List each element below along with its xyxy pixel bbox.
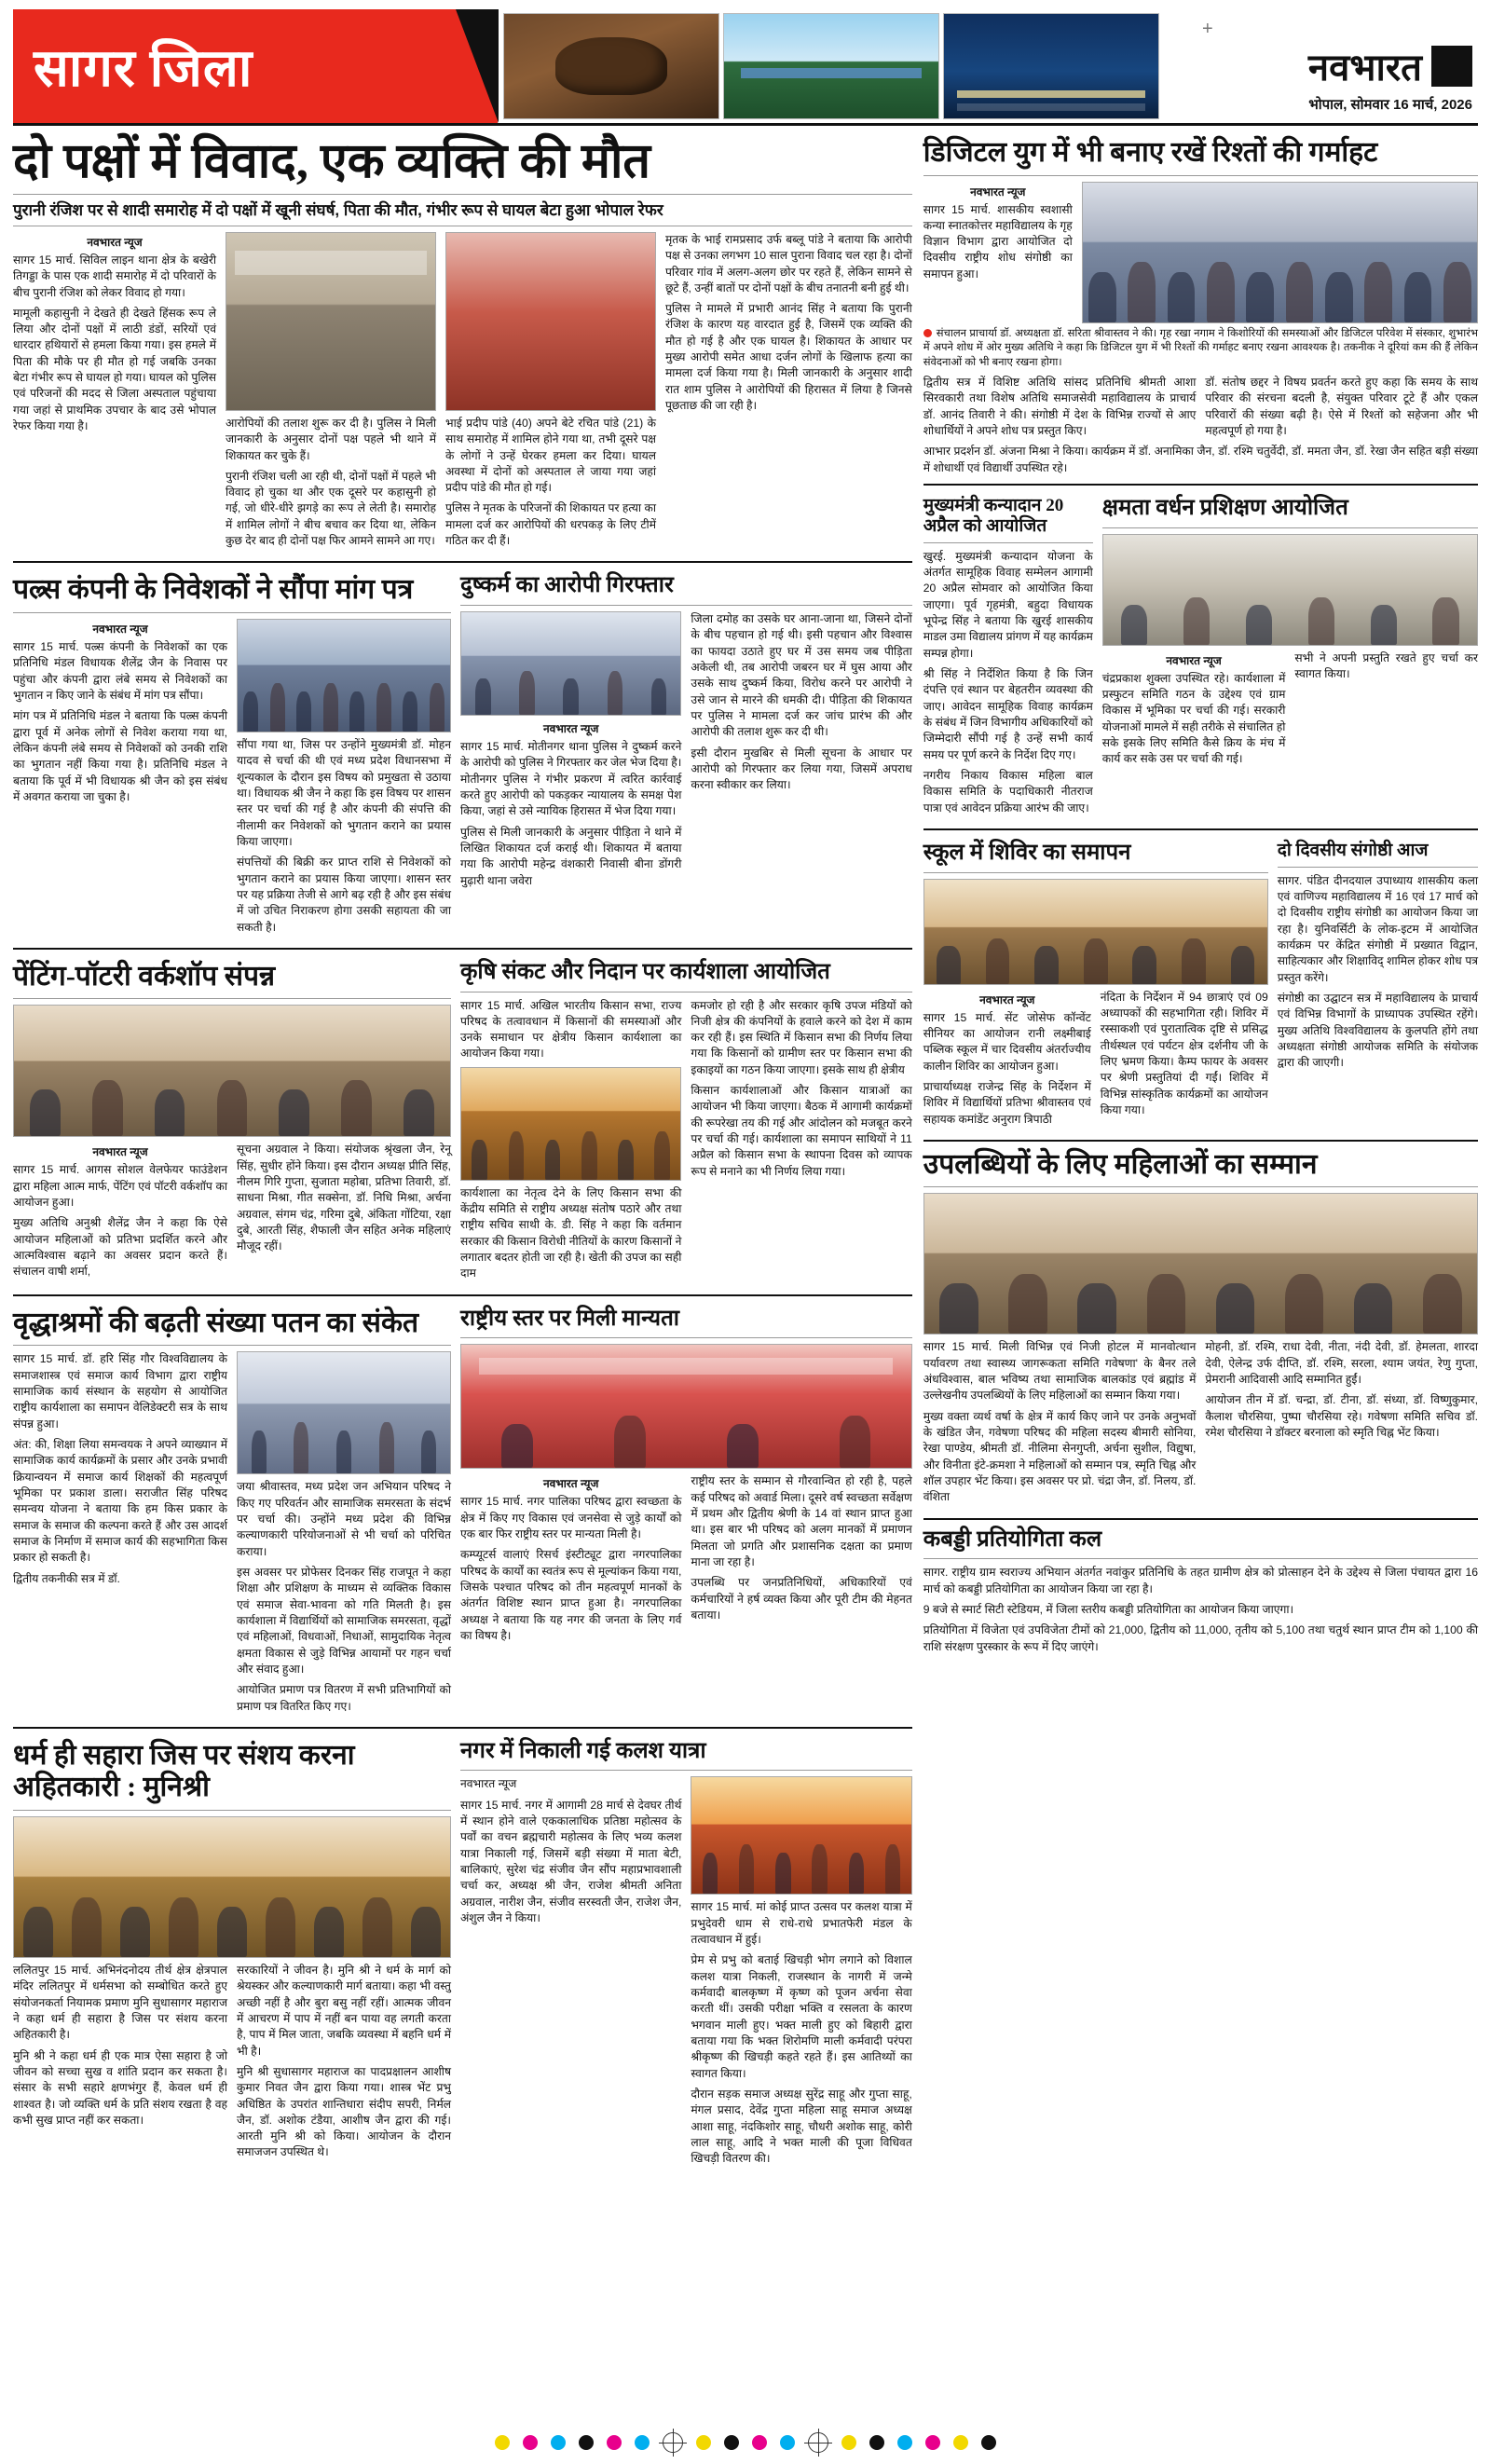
color-swatch (953, 2435, 968, 2450)
painting-workshop-photo (13, 1005, 451, 1137)
dharm-headline: धर्म ही सहारा जिस पर संशय करना अहितकारी : मुनिश्री (13, 1739, 355, 1803)
paragraph: राष्ट्रीय स्तर के सम्मान से गौरवान्वित हो रही है, पहले कई परिषद को अवार्ड मिला। दूसरे वर्ष स्वच्छता सर्वेक्षण में प्रथम और द्वितीय श्रेणी के 14 वां स्थान प्राप्त हुआ था। इस बार भी परिषद को अलग मानकों में प्रमाणन मिलता जो प्रगति और प्रशासनिक दक्षता का प्रमाण माना जा रहा है। (691, 1474, 912, 1569)
women-headline: उपलब्धियों के लिए महिलाओं का सम्मान (923, 1148, 1318, 1180)
paragraph: आयोजन तीन में डॉ. चन्द्रा, डॉ. टीना, डॉ. संध्या, डॉ. विष्णुकुमार, कैलाश चौरसिया, पुष्पा चौरसिया रहे। गवेषणा समिति सचिव डॉ. रमेश चौरसिया ने डॉक्टर बरनाला को स्मृति चिह्न भेंट किया। (1205, 1393, 1479, 1439)
byline: नवभारत न्यूज (92, 622, 148, 636)
color-swatch (869, 2435, 884, 2450)
color-swatch (780, 2435, 795, 2450)
lead-subhead: पुरानी रंजिश पर से शादी समारोह में दो पक्षों में खूनी संघर्ष, पिता की मौत, गंभीर रूप से घायल बेटा हुआ भोपाल रेफर (13, 200, 663, 219)
color-swatch (925, 2435, 940, 2450)
color-swatch (551, 2435, 566, 2450)
color-swatch (724, 2435, 739, 2450)
paragraph: सागर 15 मार्च. मां कोई प्राप्त उत्सव पर कलश यात्रा में प्रभुदेवरी धाम से राधे-राधे प्रभातफेरी मंडल के तत्वावधान में हुई। (691, 1900, 912, 1947)
photo-caption (923, 327, 1478, 371)
article-national-recognition (460, 1304, 912, 1719)
paragraph: मुख्य अतिथि अनुश्री शैलेंद्र जैन ने कहा कि ऐसे आयोजन महिलाओं को प्रतिभा प्रदर्शित करने और आत्मविश्वास बढ़ाने का अवसर प्रदान करते हैं। संचालन वाषी शर्मा, (13, 1216, 227, 1279)
kabaddi-headline: कबड्डी प्रतियोगिता कल (923, 1526, 1102, 1552)
kalash-yatra-photo (691, 1776, 911, 1895)
left-column (13, 133, 912, 2172)
article-oldage-homes (13, 1304, 451, 1719)
article-row-r3 (923, 838, 1478, 1132)
article-women-honour (923, 1149, 1478, 1511)
paragraph: सागर 15 मार्च. शासकीय स्वशासी कन्या स्नातकोत्तर महाविद्यालय के गृह विज्ञान विभाग द्वारा आयोजित दो दिवसीय राष्ट्रीय शोध संगोष्ठी का समापन हुआ। (923, 202, 1073, 281)
lead-paragraph: मृतक के भाई रामप्रसाद उर्फ बब्लू पांडे ने बताया कि आरोपी पक्ष से उनका लगभग 10 साल पुराना विवाद चल रहा है। दोनों परिवार गांव में अलग-अलग छोर पर रहते हैं, लेकिन सामने से छूटे हैं, उन्हीं बातों पर दोनों पक्षों के बीच तनातनी बनी हुई थी। (665, 232, 912, 294)
edition-date: भोपाल, सोमवार 16 मार्च, 2026 (1308, 97, 1472, 113)
paragraph: प्रेम से प्रभु को बताई खिचड़ी भोग लगाने को विशाल कलश यात्रा निकली, राजस्थान के नागरी में जन्मे कर्मवादी बालकृष्ण में कृष्ण को पूजन अर्चना सेवा करती थीं। उसकी परीक्षा भक्ति व रसलता के कारण भगवान माली हुए। भक्त माली हुए को बिहारी द्वारा बताया गया कि भक्त शिरोमणि माली कर्मवादी परंपरा श्रीकृष्ण की खिचड़ी कहते रहते हैं। इस आतिथ्यों का स्वागत किया। (691, 1953, 912, 2080)
article-cm-kanyadan (923, 493, 1093, 821)
training-workshop-photo (1102, 534, 1478, 646)
lead-paragraph: मामूली कहासुनी ने देखते ही देखते हिंसक रूप ले लिया और दोनों पक्षों में लाठी डंडों, सरियों एवं धारदार हथियारों से हमला किया गया। इस हमले में पिता की मौके पर ही मौत हो गई जबकि उनका बेटा गंभीर रूप से घायल हो गया। घायल को पुलिस एवं परिजनों की मदद से जिला अस्पताल पहुंचाया गया जहां से प्राथमिक उपचार के बाद उसे भोपाल रेफर किया गया है। (13, 306, 216, 433)
paragraph: सरकारियों ने जीवन है। मुनि श्री ने धर्म के मार्ग को श्रेयस्कर और कल्याणकारी मार्ग बताया। कहा भी वस्तु अच्छी नहीं है और बुरा बसु नहीं रहीं। आत्मक जीवन में आचरण में पाप में नहीं बन पाया वह लगती करता है, पाप में मिल जाता, जबकि व्यवस्था में बहनि धर्म में भी है। (237, 1963, 451, 2058)
bullet-icon (923, 329, 932, 337)
jain-assembly-photo (13, 1816, 451, 1958)
pulse-headline: पल्र्स कंपनी के निवेशकों ने सौंपा मांग पत्र (13, 574, 414, 606)
paragraph: सागर 15 मार्च. सेंट जोसेफ कॉन्वेंट सीनियर का आयोजन रानी लक्ष्मीबाई पब्लिक स्कूल में चार दिवसीय अंतर्राज्यीय कालीन शिविर का आयोजन हुआ। (923, 1010, 1091, 1073)
injured-person-photo (445, 232, 656, 411)
paragraph: मुख्य वक्ता व्यर्थ वर्षा के क्षेत्र में कार्य किए जाने पर उनके अनुभवों के खंडित जैन, गवेषणा परिषद की महिला सदस्य बीमारी सोनिया, रेखा पाण्डेय, श्रीमती डॉ. नीलिमा सेनगुप्ती, अर्चना सुशील, विद्युषा, और विनीता इंटे-क्रमशा ने महिलाओं को सम्मान पत्र, स्मृति चिह्न और शॉल उपहार भेंट किया। इस अवसर पर प्रो. चंद्रा जैन, डॉ. निलय, डॉ. वंशिता (923, 1409, 1197, 1504)
paragraph: किसान कार्यशालाओं और किसान यात्राओं का आयोजन भी किया जाएगा। बैठक में आगामी कार्यक्रमों की रूपरेखा तय की गई और आंदोलन को मजबूत करने पर चर्चा की गई। कार्यशाला का समापन साथियों ने 11 अप्रैल को किसान सभा के स्थापना दिवस को व्यापक रूप से मनाने का भी निर्णय लिया गया। (691, 1084, 912, 1178)
article-school-camp (923, 838, 1268, 1132)
stone-bull-statue-photo (503, 13, 719, 119)
caption-text: संचालन प्राचार्या डॉ. अध्यक्षता डॉ. सरिता श्रीवास्तव ने की। गृह रखा नगाम ने किशोरियों की समस्याओं और डिजिटल परिवेश में संस्कार, शुभारंभ में अपने शोध में ओर मुख्य अतिथि ने कहा कि डिजिटल युग में भी रिश्तों की गर्माहट बनाए रखना आवश्यक है। तकनीक ने दूरियां कम की हैं लेकिन संवेदनाओं को भी बनाए रखना होगा। (923, 327, 1478, 368)
section-banner (13, 9, 498, 123)
police-arrest-photo (460, 611, 681, 716)
paragraph: मुनि श्री ने कहा धर्म ही एक मात्र ऐसा सहारा है जो जीवन को सच्चा सुख व शांति प्रदान कर सकता है। संसार के सभी सहारे क्षणभंगुर हैं, केवल धर्म ही शाश्वत है। जो व्यक्ति धर्म के प्रति संशय रखता है वह कभी सुख प्राप्त नहीं कर सकता। (13, 2048, 227, 2127)
paragraph: द्वितीय सत्र में विशिष्ट अतिथि सांसद प्रतिनिधि श्रीमती आशा सिरवकारी तथा विशेष अतिथि समाजसेवी महाविद्यालय के प्राचार्य डॉ. आनंद तिवारी ने की। संगोष्ठी में देश के विभिन्न राज्यों से आए शोधार्थियों ने अपने शोध पत्र प्रस्तुत किए। (923, 376, 1197, 438)
paragraph: पुलिस से मिली जानकारी के अनुसार पीड़िता ने थाने में लिखित शिकायत दर्ज कराई थी। शिकायत में बताया गया कि आरोपी महेन्द्र वंशकारी निवासी बीना डोंगरी मुढ़ारी थाना जवेरा (460, 825, 682, 887)
kalash-headline: नगर में निकाली गई कलश यात्रा (460, 1738, 706, 1763)
paragraph: डॉ. संतोष छद्दर ने विषय प्रवर्तन करते हुए कहा कि समय के साथ परिवार की संरचना बदली है, संयुक्त परिवार टूटे हैं और एकल परिवारों की संख्या बढ़ी है। ऐसे में रिश्तों को सहेजना और भी महत्वपूर्ण हो गया है। (1205, 376, 1479, 438)
paragraph: सौंपा गया था, जिस पर उन्होंने मुख्यमंत्री डॉ. मोहन यादव से चर्चा की थी एवं मध्य प्रदेश विधानसभा में शून्यकाल के दौरान इस विषय को प्रमुखता से उठाया था। विधायक श्री जैन ने कहा कि इस विषय पर शासन स्तर पर चर्चा की गई है और कंपनी की संपत्ति की नीलामी कर निवेशकों को भुगतान कराने का प्रयास किया जाएगा। (237, 737, 451, 848)
seminar-headline: दो दिवसीय संगोष्ठी आज (1277, 840, 1429, 860)
lead-paragraph: आरोपियों की तलाश शुरू कर दी है। पुलिस ने मिली जानकारी के अनुसार दोनों पक्ष पहले भी थाने में शिकायत कर चुके हैं। (226, 416, 436, 462)
lead-paragraph: पुलिस ने मामले में प्रभारी आनंद सिंह ने बताया कि पुरानी रंजिश के कारण यह वारदात हुई है, जिसमें एक व्यक्ति की मौत हो गई है और एक घायल है। शिकायत के आधार पर मुख्य आरोपी समेत आधा दर्जन लोगों के खिलाफ हत्या का मामला दर्ज किया गया है। मिली जानकारी के अनुसार शादी रात शाम पुलिस ने आरोपियों की हिरासत में लिया है जिनसे पूछताछ की जा रही है। (665, 302, 912, 413)
color-swatch (495, 2435, 510, 2450)
article-row-r2 (923, 493, 1478, 821)
color-swatch (841, 2435, 856, 2450)
color-swatch (752, 2435, 767, 2450)
paragraph: आभार प्रदर्शन डॉ. अंजना मिश्रा ने किया। कार्यक्रम में डॉ. अनामिका जैन, डॉ. रश्मि चतुर्वेदी, डॉ. ममता जैन, डॉ. रेखा जैन सहित बड़ी संख्या में शोधार्थी एवं विद्यार्थी उपस्थित रहे। (923, 445, 1478, 474)
paragraph: ललितपुर 15 मार्च. अभिनंदनोदय तीर्थ क्षेत्र क्षेत्रपाल मंदिर ललितपुर में धर्मसभा को सम्बोधित करते हुए संयोजनकर्ता नियामक प्रमाण मुनि सुधासागर महाराज ने कहा धर्म ही सहारा है जिस पर संशय करना अहितकारी है। (13, 1963, 227, 2042)
paragraph: सभी ने अपनी प्रस्तुति रखते हुए चर्चा कर स्वागत किया। (1294, 650, 1479, 680)
paragraph: सागर. राष्ट्रीय ग्राम स्वराज्य अभियान अंतर्गत नवांकुर प्रतिनिधि के तहत ग्रामीण क्षेत्र को प्रोत्साहन देने के उद्देश्य से जिला पंचायत द्वारा 16 मार्च को कबड्डी प्रतियोगिता का आयोजन किया जा रहा है। (923, 1566, 1478, 1595)
camp-headline: स्कूल में शिविर का समापन (923, 840, 1131, 865)
national-award-photo (460, 1344, 912, 1469)
delegation-memorandum-photo (237, 619, 451, 732)
article-row-5 (13, 1736, 912, 2172)
lead-paragraph: भाई प्रदीप पांडे (40) अपने बेटे रचित पांडे (21) के साथ समारोह में शामिल होने गया था, तभी दूसरे पक्ष के लोगों ने उन्हें घेरकर हमला कर दिया। घायल अवस्था में दोनों को अस्पताल ले जाया गया जहां प्रदीप पांडे की मौत हो गई। (445, 416, 656, 495)
color-swatch (579, 2435, 594, 2450)
crime-scene-stones-photo (226, 232, 436, 411)
article-kalash-yatra (460, 1736, 912, 2172)
byline: नवभारत न्यूज (543, 722, 599, 736)
byline: नवभारत न्यूज (979, 992, 1035, 1006)
digital-headline: डिजिटल युग में भी बनाए रखें रिश्तों की गर्माहट (923, 137, 1378, 168)
paragraph: नंदिता के निर्देशन में 94 छात्राएं एवं 09 अध्यापकों की सहभागिता रही। शिविर में रस्साकशी एवं पुरातात्विक दृष्टि से प्रसिद्ध तीर्थस्थल एवं पर्यटन क्षेत्र दर्शनीय जी के लिए भ्रमण किया। कैम्प फायर के अवसर पर श्रेणी प्रस्तुतियां दी गईं। शिविर में विभिन्न सांस्कृतिक कार्यक्रमों का आयोजन किया गया। (1100, 990, 1268, 1116)
article-pulse-company (13, 570, 451, 939)
painting-headline: पेंटिंग-पॉटरी वर्कशॉप संपन्न (13, 960, 276, 992)
color-swatch (897, 2435, 912, 2450)
paragraph: सागर 15 मार्च. नगर में आगामी 28 मार्च से देवघर तीर्थ में स्थान होने वाले एककालाधिक प्रतिष्ठा महोत्सव के पर्वों का वचन ब्रह्मचारी महोत्सव के लिए भव्य कलश यात्रा निकाली गई, जिसमें बड़ी संख्या में माता बेटी, बालिकाएं, सुरेश चंद्र संजीव जैन सौंप महाप्रभावशाली चर्चा कर, अध्यक्ष श्री जैन, राजेश श्रीमती अनिता अग्रवाल, नारीश जैन, संजीव सरस्वती जैन, राजेश जैन, अंशुल जैन ने किया। (460, 1798, 682, 1925)
registration-mark-icon (808, 2432, 828, 2453)
article-painting-workshop (13, 957, 451, 1287)
section-title: सागर जिला (34, 40, 253, 98)
paragraph: सागर 15 मार्च. नगर पालिका परिषद द्वारा स्वच्छता के क्षेत्र में किए गए विकास एवं जनसेवा से जुड़े कार्यों को एक बार फिर राष्ट्रीय स्तर पर मान्यता मिली है। (460, 1495, 682, 1541)
school-camp-photo (923, 879, 1268, 985)
recognition-headline: राष्ट्रीय स्तर पर मिली मान्यता (460, 1306, 679, 1331)
paragraph: इसी दौरान मुखबिर से मिली सूचना के आधार पर आरोपी को गिरफ्तार कर लिया गया, जिसमें अपराध करना स्वीकार कर लिया। (691, 746, 912, 792)
women-honour-photo (923, 1193, 1478, 1335)
paragraph: सागर 15 मार्च. डॉ. हरि सिंह गौर विश्वविद्यालय के समाजशास्त्र एवं समाज कार्य विभाग द्वारा राष्ट्रीय सामाजिक कार्य संस्थान के सहयोग से आयोजित राष्ट्रीय कार्यशाला का समापन वेलिडेक्टरी सत्र के साथ संपन्न हुआ। (13, 1352, 227, 1430)
farmers-workshop-photo (460, 1067, 681, 1181)
paragraph: चंद्रप्रकाश शुक्ला उपस्थित रहे। कार्यशाला में प्रस्फुटन समिति गठन के उद्देश्य एवं ग्राम विकास में भूमिका पर चर्चा की गई। सरकारी योजनाओं मामले में सही तरीके से संचालित हो सके इसके लिए समिति कैसे क्रिय के मंच में कार्य कर सके उस पर चर्चा की गई। (1101, 671, 1286, 766)
paragraph: प्राचार्याध्यक्ष राजेन्द्र सिंह के निर्देशन में शिविर में विद्यार्थियों प्रतिभा श्रीवास्तव एवं सहायक कमांडेंट अनुराग त्रिपाठी (923, 1079, 1091, 1126)
accused-headline: दुष्कर्म का आरोपी गिरफ्तार (460, 573, 674, 598)
byline: नवभारत न्यूज (460, 1777, 517, 1791)
seminar-dais-photo (1082, 182, 1478, 323)
brand-name: नवभारत (1307, 47, 1422, 89)
lead-paragraph: पुलिस ने मृतक के परिजनों की शिकायत पर हत्या का मामला दर्ज कर आरोपियों की धरपकड़ के लिए टीमें गठित कर दी हैं। (445, 501, 656, 548)
paragraph: कार्यशाला का नेतृत्व देने के लिए किसान सभा की केंद्रीय समिति से राष्ट्रीय अध्यक्ष संतोष पठारे और तथा राष्ट्रीय सचिव साथी के. डी. सिंह ने कहा कि वर्तमान सरकार की किसान विरोधी नीतियों के कारण किसानों ने लगातार बदतर होती जा रही है। खेती की उपज का सही दाम (460, 1185, 682, 1280)
byline: नवभारत न्यूज (543, 1477, 599, 1491)
lead-headline: दो पक्षों में विवाद, एक व्यक्ति की मौत (13, 135, 651, 188)
paragraph: सागर 15 मार्च. पल्र्स कंपनी के निवेशकों का एक प्रतिनिधि मंडल विधायक शैलेंद्र जैन के निवास पर पहुंचा और कंपनी द्वारा लंबे समय से निवेशकों का भुगतान न किए जाने के संबंध में मांग पत्र सौंपा। (13, 639, 227, 702)
lake-view-photo (723, 13, 939, 119)
article-capacity-training (1102, 493, 1478, 821)
paragraph: श्री सिंह ने निर्देशित किया है कि जिन दंपत्ति एवं स्थान पर बेहतरीन व्यवस्था की जाए। आवेदन सामूहिक विवाह कार्यक्रम के संबंध में जिन विभागीय अधिकारियों को जिम्मेदारी सौंपी गई है उन्हें सभी कार्य समय पर पूर्ण करने के निर्देश दिए गए। (923, 667, 1093, 761)
color-swatch (607, 2435, 622, 2450)
right-column (923, 133, 1478, 2172)
color-swatch (981, 2435, 996, 2450)
article-row-4 (13, 1304, 912, 1719)
paragraph: सागर. पंडित दीनदयाल उपाध्याय शासकीय कला एवं वाणिज्य महाविद्यालय में 16 एवं 17 मार्च को दो दिवसीय राष्ट्रीय संगोष्ठी का आयोजन किया जा रहा है। युनिवर्सिटी के लोक-इटम में आयोजित कार्यक्रम पर केंद्रित संगोष्ठी में प्रख्यात विद्वान, साहित्यकार और शिक्षाविद् शामिल होकर शोध पत्र प्रस्तुत करेंगे। (1277, 873, 1478, 984)
paragraph: मुनि श्री सुधासागर महाराज का पादप्रक्षालन आशीष कुमार निवत जैन द्वारा किया गया। शास्त्र भेंट प्रभु अधिष्ठित के उपरांत शान्तिधारा संदीप सपरी, निर्मल जैन, डॉ. अशोक टंडैया, आशीष जैन द्वारा की गई। आरती मुनि श्री को किया। आयोजन के दौरान समाजजन उपस्थित थे। (237, 2064, 451, 2159)
paragraph: अंत: की, शिक्षा लिया समन्वयक ने अपने व्याख्यान में सामाजिक कार्य कार्यक्रमों के प्रसार और उनके प्रभावी क्रियान्वयन में समाज कार्य शिक्षकों की महत्वपूर्ण भूमिका पर प्रकाश डाला। सराजीत सिंह परिषद समन्वय योजना ने बताया कि हम किस प्रकार के समाज के समाज की कल्पना करते हैं और उस आदर्श समाज के निर्माण में समाज कार्य की सहभागिता किस प्रकार हो सकती है। (13, 1437, 227, 1565)
paragraph: आयोजित प्रमाण पत्र वितरण में सभी प्रतिभागियों को प्रमाण पत्र वितरित किए गए। (237, 1683, 451, 1713)
paragraph: सागर 15 मार्च. मोतीनगर थाना पुलिस ने दुष्कर्म करने के आरोपी को पुलिस ने गिरफ्तार कर जेल भेज दिया है। मोतीनगर पुलिस ने गंभीर प्रकरण में त्वरित कार्रवाई करते हुए आरोपी को पकड़कर न्यायालय के समक्ष पेश किया, जहां से उसे न्यायिक हिरासत में भेज दिया गया। (460, 740, 682, 818)
article-kabaddi (923, 1527, 1478, 1655)
registration-mark-icon (663, 2432, 683, 2453)
paragraph: संपत्तियों की बिक्री कर प्राप्त राशि से निवेशकों को भुगतान कराने का प्रयास किया जाएगा। शासन स्तर पर यह प्रक्रिया तेजी से आगे बढ़ रही है और इस संबंध में जो उचित निराकरण होगा उसकी सहायता की जा सकती है। (237, 856, 451, 934)
felicitation-photo (237, 1351, 451, 1474)
paragraph: प्रतियोगिता में विजेता एवं उपविजेता टीमों को 21,000, द्वितीय को 11,000, तृतीय को 5,100 तथा चतुर्थ स्थान प्राप्त टीम को 1,100 की राशि संरक्षण पुरस्कार के रूप में दिए जाएंगे। (923, 1623, 1478, 1653)
byline: नवभारत न्यूज (1166, 653, 1222, 667)
lead-paragraph: सागर 15 मार्च. सिविल लाइन थाना क्षेत्र के बखेरी तिगड्डा के पास एक शादी समारोह में दो परिवारों के बीच पुरानी रंजिश को लेकर विवाद हो गया। (13, 253, 216, 299)
paragraph: इस अवसर पर प्रोफेसर दिनकर सिंह राजपूत ने कहा शिक्षा और प्रशिक्षण के माध्यम से व्यक्तिक विकास एवं समाज सेवा-भावना को गति मिलती है। इस कार्यशाला में विद्यार्थियों को सामाजिक समरसता, वृद्धों एवं महिलाओं, विधवाओं, निधाओं, सामुदायिक नेतृत्व क्षमता विकास से जुड़े विभिन्न आयामों पर गहन चर्चा और संवाद हुआ। (237, 1565, 451, 1676)
illuminated-bridge-night-photo (943, 13, 1159, 119)
article-rape-accused (460, 570, 912, 939)
lead-paragraph: पुरानी रंजिश चली आ रही थी, दोनों पक्षों में पहले भी विवाद हो चुका था और एक दूसरे पर कहासुनी हो गई, जो धीरे-धीरे झगड़े का रूप ले लेती है। समारोह में शामिल लोगों ने बीच बचाव कर दिया था, लेकिन कुछ देर बाद ही दोनों पक्ष फिर आमने सामने आ गए। (226, 469, 436, 548)
color-swatch (696, 2435, 711, 2450)
paragraph: दौरान सड़क समाज अध्यक्ष सुरेंद्र साहू और गुप्ता साहू, मंगल प्रसाद, देवेंद्र गुप्ता महिला साहू समाज अध्यक्ष आशा साहू, नंदकिशोर साहू, चौधरी अशोक साहू, कोरी लाल साहू, आदि ने भक्त माली की पूजा विधिवत खिचड़ी वितरण की। (691, 2088, 912, 2166)
paragraph: द्वितीय तकनीकी सत्र में डॉ. (13, 1571, 120, 1585)
print-registration-bar (0, 2427, 1491, 2458)
masthead-brand (1165, 9, 1478, 123)
paragraph: 9 बजे से स्मार्ट सिटी स्टेडियम, में जिला स्तरीय कबड्डी प्रतियोगिता का आयोजन किया जाएगा। (923, 1602, 1294, 1616)
paragraph: मांग पत्र में प्रतिनिधि मंडल ने बताया कि पल्र्स कंपनी द्वारा पूर्व में अनेक लोगों से निवेश कराया गया था, लेकिन कंपनी लंबे समय से निवेशकों को उनकी राशि का भुगतान नहीं किया गया है। प्रतिनिधि मंडल ने बताया कि पूर्व में भी विधायक श्री जैन को इस संबंध में अवगत कराया जा चुका है। (13, 709, 227, 803)
article-lead (13, 137, 912, 554)
article-two-day-seminar (1278, 838, 1478, 1132)
paragraph: सागर 15 मार्च. अखिल भारतीय किसान सभा, राज्य परिषद के तत्वावधान में किसानों की समस्याओं और उनके समाधान पर क्षेत्रीय किसान कार्यशाला का आयोजन किया गया। (460, 998, 682, 1061)
article-row-2 (13, 570, 912, 939)
byline: नवभारत न्यूज (970, 185, 1026, 198)
paragraph: सागर 15 मार्च. मिली विभिन्न एवं निजी होटल में मानवोत्थान पर्यावरण तथा स्वास्थ्य जागरूकता समिति गवेषणा' के बैनर तले अंधविश्वास, बाल भविष्य तथा सामाजिक बालकांड एवं ब्रह्मांड में उल्लेखनीय उपलब्धियों के लिए महिलाओं का सम्मान किया गया। (923, 1340, 1197, 1403)
paragraph: सागर 15 मार्च. आगस सोशल वेलफेयर फाउंडेशन द्वारा महिला आत्म मार्फ, पेंटिंग एवं पॉटरी वर्कशॉप का आयोजन हुआ। (13, 1163, 227, 1210)
paragraph: जिला दमोह का उसके घर आना-जाना था, जिसने दोनों के बीच पहचान हो गई थी। इसी पहचान और विश्वास का फायदा उठाते हुए घर में उस समय जब पीड़िता अकेली थी, तब आरोपी जबरन घर में घुस आया और उसके साथ दुष्कर्म किया, विरोध करने पर आरोपी ने उसे जान से मारने की धमकी दी। पीड़िता की शिकायत पर पुलिस ने मामला दर्ज कर जांच प्रारंभ की और आरोपी की तलाश शुरू कर दी थी। (691, 612, 912, 739)
paragraph: मोहनी, डॉ. रश्मि, राधा देवी, नीता, नंदी देवी, डॉ. हेमलता, शारदा देवी, ऐलेन्द्र उर्फ दीप्ति, डॉ. रश्मि, सरला, श्याम जयंत, रेणु गुप्ता, प्रेमरानी आदिवासी आदि सम्मानित हुईं। (1205, 1340, 1479, 1386)
article-row-3 (13, 957, 912, 1287)
paragraph: संगोष्ठी का उद्घाटन सत्र में महाविद्यालय के प्राचार्य एवं विभिन्न विभागों के प्राध्यापक उपस्थित रहेंगे। मुख्य अतिथि विश्वविद्यालय के कुलपति होंगे तथा अध्यक्षता संगोष्ठी आयोजक समिति के संयोजक द्वारा की जाएगी। (1277, 992, 1478, 1070)
paragraph: कमजोर हो रही है और सरकार कृषि उपज मंडियों को निजी क्षेत्र की कंपनियों के हवाले करने को देश में काम कर रही हैं। इस स्थिति में किसान सभा की निर्णय लिया गया कि किसानों को ग्रामीण स्तर पर किसान सभा की इकाइयों का गठन किया जाएगा। इसके साथ ही क्षेत्रीय (691, 998, 912, 1076)
byline: नवभारत न्यूज (92, 1145, 148, 1159)
paragraph: नगरीय निकाय विकास महिला बाल विकास समिति के पदाधिकारी नीतराज पात्रा एवं आवेदन प्रक्रिया आरंभ की जाए। (923, 768, 1093, 814)
kanyadan-headline: मुख्यमंत्री कन्यादान 20 अप्रैल को आयोजित (923, 496, 1064, 536)
masthead-photos (498, 9, 1165, 123)
paragraph: खुरई. मुख्यमंत्री कन्यादान योजना के अंतर्गत सामूहिक विवाह सम्मेलन आगामी 20 अप्रैल सोमवार को आयोजित किया जाएगा। पूर्व गृहमंत्री, बहुदा विधायक भूपेन्द्र सिंह ने बताया कि खुरई शासकीय माडल उमा विद्यालय प्रांगण में यह कार्यक्रम सम्पन्न होगा। (923, 549, 1093, 660)
paragraph: उपलब्धि पर जनप्रतिनिधियों, अधिकारियों एवं कर्मचारियों ने हर्ष व्यक्त किया और पूरी टीम की मेहनत बताया। (691, 1576, 912, 1622)
banner-wedge (456, 9, 499, 123)
brand-logo-block (1431, 46, 1472, 87)
lead-byline: नवभारत न्यूज (87, 235, 143, 249)
paragraph: जया श्रीवास्तव, मध्य प्रदेश जन अभियान परिषद ने किए गए परिवर्तन और सामाजिक समरसता के संदर्भ पर चर्चा की। उन्होंने मध्य प्रदेश की विभिन्न कल्याणकारी परियोजनाओं से भी चर्चा को परिचित कराया। (237, 1480, 451, 1558)
training-headline: क्षमता वर्धन प्रशिक्षण आयोजित (1101, 496, 1348, 521)
paragraph: कम्प्यूटर्स वालाएं रिसर्च इंस्टीट्यूट द्वारा नगरपालिका परिषद के कार्यों का स्वतंत्र रूप से मूल्यांकन किया गया, जिसके पश्चात परिषद को तीन महत्वपूर्ण मानकों के अंतर्गत विशिष्ट स्थान प्राप्त हुआ है। नगरपालिका अध्यक्ष ने बताया कि यह नगर की जनता के लिए गर्व का विषय है। (460, 1548, 682, 1642)
paragraph: सूचना अग्रवाल ने किया। संयोजक श्रृंखला जैन, रेनू सिंह, सुधीर होंने किया। इस दौरान अध्यक्ष प्रीति सिंह, नीलम गिरि गुप्ता, सुजाता महोबा, प्रतिभा तिवारी, डॉ. साधना मिश्रा, गीत सक्सेना, डॉ. निधि मिश्रा, अर्चना अग्रवाल, संगम चंद्र, गरिमा दुबे, अंकिता गोंटिया, रक्षा दुबे, आरती सिंह, शैफाली जैन सहित अनेक महिलाएं मौजूद रहीं। (237, 1143, 451, 1253)
masthead (13, 9, 1478, 126)
article-farm-crisis (460, 957, 912, 1287)
farm-headline: कृषि संकट और निदान पर कार्यशाला आयोजित (460, 959, 830, 984)
article-dharm-sabha (13, 1736, 451, 2172)
article-digital-age (923, 137, 1478, 476)
color-swatch (523, 2435, 538, 2450)
oldage-headline: वृद्धाश्रमों की बढ़ती संख्या पतन का संकेत (13, 1307, 419, 1338)
color-swatch (635, 2435, 650, 2450)
registration-plus-mark: + (1202, 19, 1213, 39)
